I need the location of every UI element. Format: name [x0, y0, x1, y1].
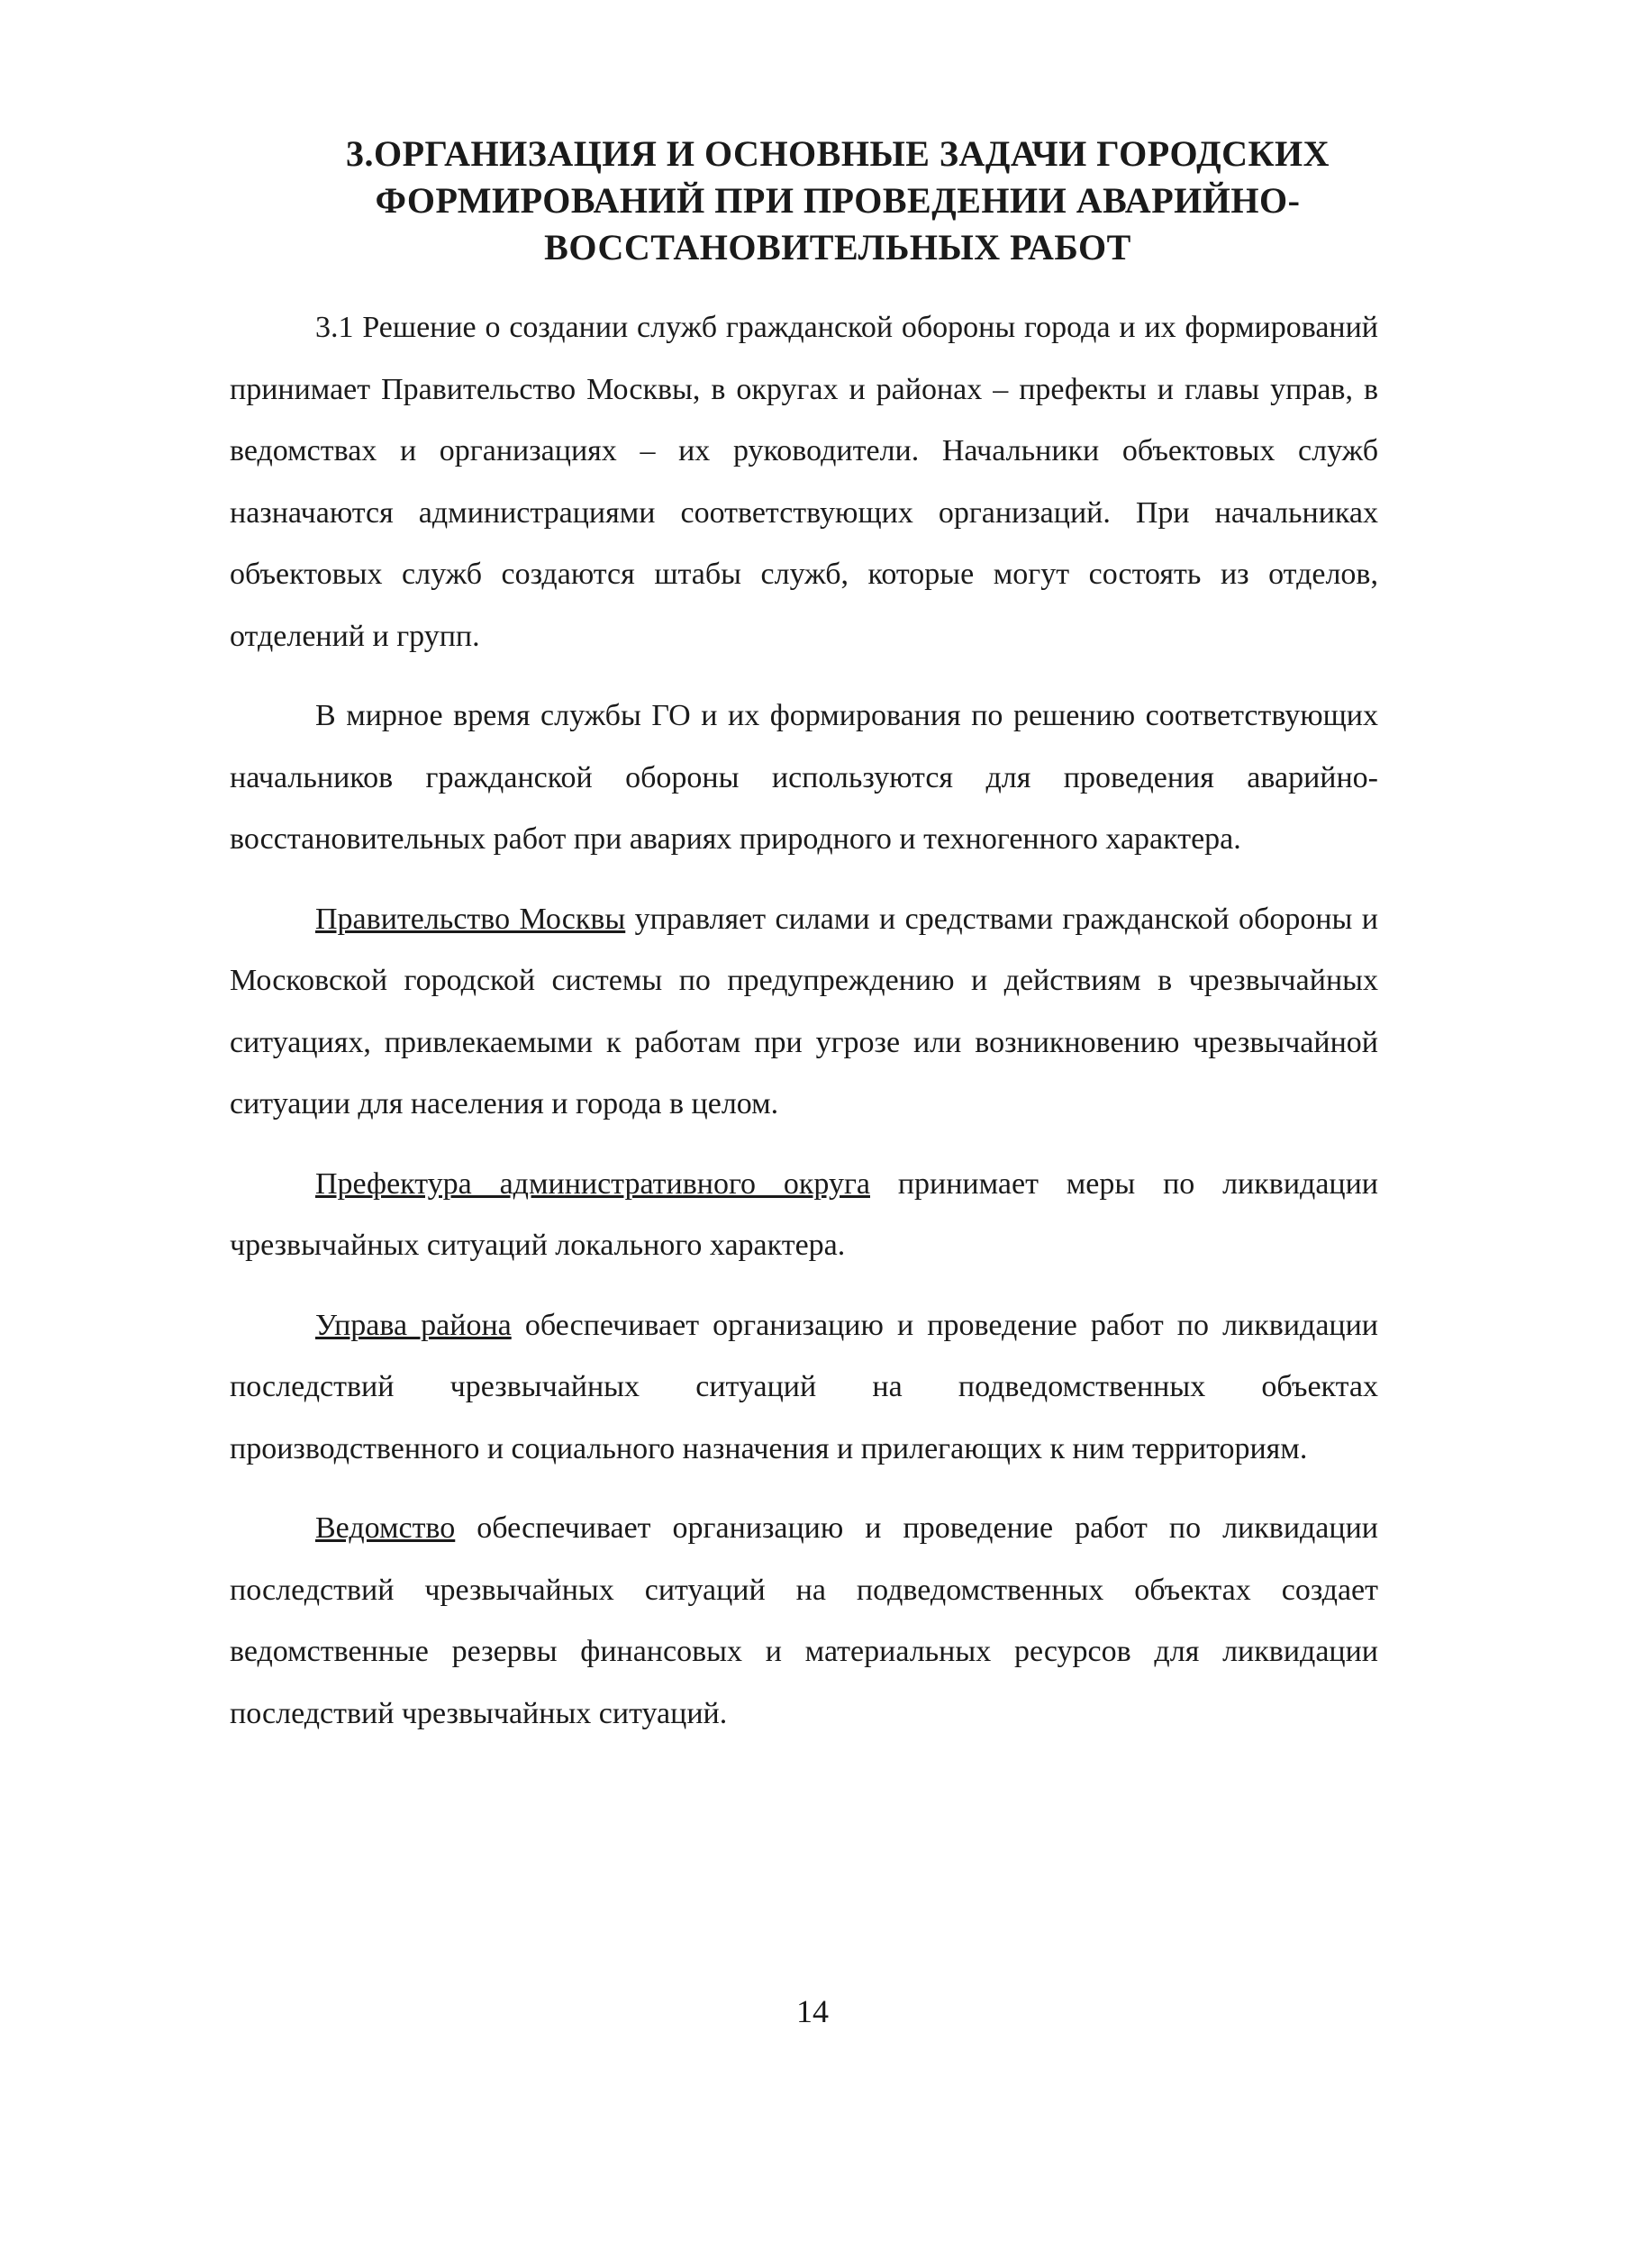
paragraph-text: управляет силами и средствами гражданской обороны и Московской городской системы по предупреждению и действиям в чрезвычайных ситуациях, привлекаемыми к работам при угрозе или возникновению чрезвычайной ситуации для населения и города в целом.	[230, 902, 1378, 1120]
paragraph-text: обеспечивает организацию и проведение работ по ликвидации последствий чрезвычайных ситуаций на подведомственных объектах создает ведомственные резервы финансовых и материальных ресурсов для ликвидации последствий чрезвычайных ситуаций.	[230, 1511, 1378, 1730]
paragraph-text: принимает меры по ликвидации чрезвычайных ситуаций локального характера.	[230, 1166, 1378, 1262]
document-body	[230, 297, 1378, 1745]
paragraph-department	[230, 1498, 1378, 1745]
underlined-term: Ведомство	[315, 1511, 456, 1545]
page-number: 14	[796, 1993, 829, 2029]
paragraph-peacetime-use: В мирное время службы ГО и их формирования по решению соответствующих начальников гражданской обороны используются для проведения аварийно-восстановительных работ при авариях природного и техногенного характера.	[230, 699, 1378, 856]
paragraph-district-council	[230, 1295, 1378, 1481]
underlined-term: Префектура административного округа	[315, 1166, 870, 1201]
section-heading-line: ФОРМИРОВАНИЙ ПРИ ПРОВЕДЕНИИ АВАРИЙНО-	[375, 180, 1301, 221]
underlined-term: Правительство Москвы	[315, 902, 626, 936]
underlined-term: Управа района	[315, 1308, 512, 1342]
paragraph-services-creation: 3.1 Решение о создании служб гражданской обороны города и их формирований принимает Правительство Москвы, в округах и районах – префекты и главы управ, в ведомствах и организациях – их руководители. Начальники объектовых служб назначаются администрациями соответствующих организаций. При начальниках объектовых служб создаются штабы служб, которые могут состоять из отделов, отделений и групп.	[230, 311, 1378, 653]
section-heading	[297, 131, 1378, 271]
paragraph-text: обеспечивает организацию и проведение работ по ликвидации последствий чрезвычайных ситуаций на подведомственных объектах производственного и социального назначения и прилегающих к ним территориям.	[230, 1308, 1378, 1465]
paragraph-prefecture	[230, 1154, 1378, 1277]
section-heading-line: ВОССТАНОВИТЕЛЬНЫХ РАБОТ	[544, 227, 1131, 268]
paragraph-moscow-government	[230, 889, 1378, 1136]
section-heading-line: 3.ОРГАНИЗАЦИЯ И ОСНОВНЫЕ ЗАДАЧИ ГОРОДСКИХ	[345, 133, 1330, 174]
